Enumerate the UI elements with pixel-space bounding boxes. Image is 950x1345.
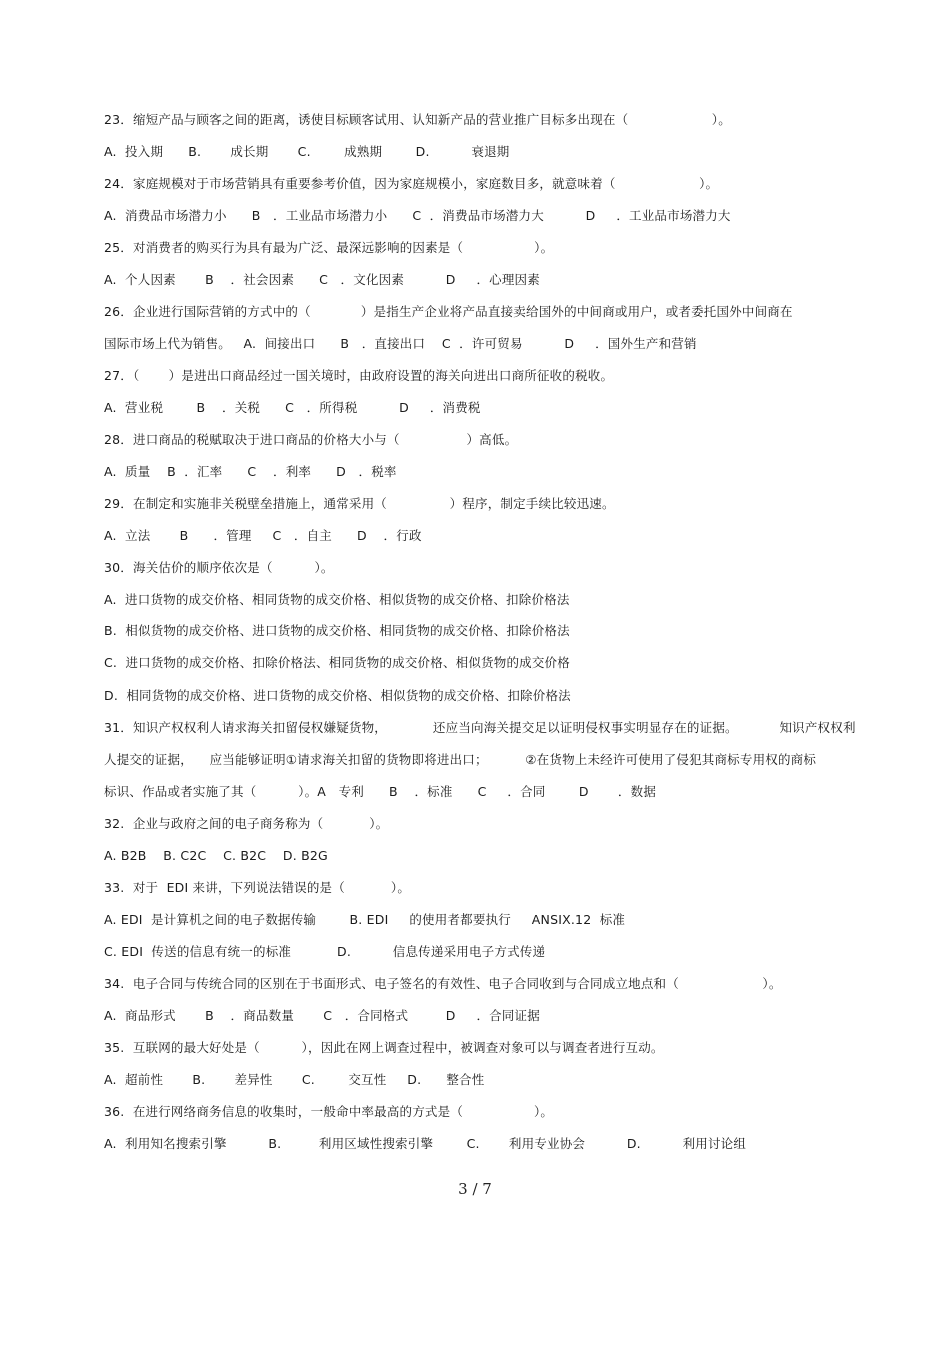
question-29: 29．在制定和实施非关税壁垒措施上，通常采用（ ）程序，制定手续比较迅速。	[104, 496, 615, 511]
question-30: 30．海关估价的顺序依次是（ ）。	[104, 560, 334, 575]
options-24: A. 消费品市场潜力小 B ．工业品市场潜力小 C ．消费品市场潜力大 D ．工业品市场潜力大	[104, 208, 731, 223]
options-33-cd: C. EDI 传送的信息有统一的标准 D. 信息传递采用电子方式传递	[104, 944, 546, 959]
page-number: 3 / 7	[458, 1180, 492, 1198]
options-27: A. 营业税 B ．关税 C ．所得税 D ．消费税	[104, 400, 481, 415]
options-28: A. 质量 B ．汇率 C ．利率 D ．税率	[104, 464, 397, 479]
question-31-line-3: 标识、作品或者实施了其（ ）。A 专利 B ．标准 C ．合同 D ．数据	[104, 784, 657, 799]
question-28: 28．进口商品的税赋取决于进口商品的价格大小与（ ）高低。	[104, 432, 518, 447]
options-25: A. 个人因素 B ．社会因素 C ．文化因素 D ．心理因素	[104, 272, 540, 287]
options-33-ab: A. EDI 是计算机之间的电子数据传输 B. EDI 的使用者都要执行 ANSIX.12 标准	[104, 912, 626, 927]
options-36: A. 利用知名搜索引擎 B. 利用区域性搜索引擎 C. 利用专业协会 D. 利用讨论组	[104, 1136, 747, 1151]
option-30-b: B. 相似货物的成交价格、进口货物的成交价格、相同货物的成交价格、扣除价格法	[104, 623, 570, 638]
question-34: 34. 电子合同与传统合同的区别在于书面形式、电子签名的有效性、电子合同收到与合同成立地点和（ ）。	[104, 976, 782, 991]
options-29: A. 立法 B ．管理 C ．自主 D ．行政	[104, 528, 422, 543]
options-35: A. 超前性 B. 差异性 C. 交互性 D. 整合性	[104, 1072, 485, 1087]
question-24: 24．家庭规模对于市场营销具有重要参考价值，因为家庭规模小，家庭数目多，就意味着（ ）。	[104, 176, 719, 191]
options-23: A. 投入期 B. 成长期 C. 成熟期 D. 衰退期	[104, 144, 510, 159]
question-31: 31．知识产权权利人请求海关扣留侵权嫌疑货物， 还应当向海关提交足以证明侵权事实明显存在的证据。 知识产权权利	[104, 720, 856, 735]
question-32: 32. 企业与政府之间的电子商务称为（ ）。	[104, 816, 389, 831]
question-23: 23．缩短产品与顾客之间的距离，诱使目标顾客试用、认知新产品的营业推广目标多出现在（ ）。	[104, 112, 731, 127]
option-30-d: D. 相同货物的成交价格、进口货物的成交价格、相似货物的成交价格、扣除价格法	[104, 688, 571, 703]
question-25: 25．对消费者的购买行为具有最为广泛、最深远影响的因素是（ ）。	[104, 240, 554, 255]
question-35: 35. 互联网的最大好处是（ ），因此在网上调查过程中，被调查对象可以与调查者进行互动。	[104, 1040, 664, 1055]
question-27: 27．（ ）是进出口商品经过一国关境时，由政府设置的海关向进出口商所征收的税收。	[104, 368, 614, 383]
question-36: 36. 在进行网络商务信息的收集时，一般命中率最高的方式是（ ）。	[104, 1104, 554, 1119]
options-34: A. 商品形式 B ．商品数量 C ．合同格式 D ．合同证据	[104, 1008, 540, 1023]
question-33: 33. 对于 EDI 来讲，下列说法错误的是（ ）。	[104, 880, 411, 895]
option-30-a: A. 进口货物的成交价格、相同货物的成交价格、相似货物的成交价格、扣除价格法	[104, 592, 570, 607]
question-31-line-2: 人提交的证据， 应当能够证明①请求海关扣留的货物即将进出口； ②在货物上未经许可使用了侵犯其商标专用权的商标	[104, 752, 817, 767]
options-32: A. B2B B. C2C C. B2C D. B2G	[104, 848, 328, 863]
question-26: 26．企业进行国际营销的方式中的（ ）是指生产企业将产品直接卖给国外的中间商或用户，或者委托国外中间商在	[104, 304, 793, 319]
option-30-c: C. 进口货物的成交价格、扣除价格法、相同货物的成交价格、相似货物的成交价格	[104, 655, 570, 670]
question-26-continued: 国际市场上代为销售。 A. 间接出口 B ．直接出口 C ．许可贸易 D ．国外生产和营销	[104, 336, 697, 351]
